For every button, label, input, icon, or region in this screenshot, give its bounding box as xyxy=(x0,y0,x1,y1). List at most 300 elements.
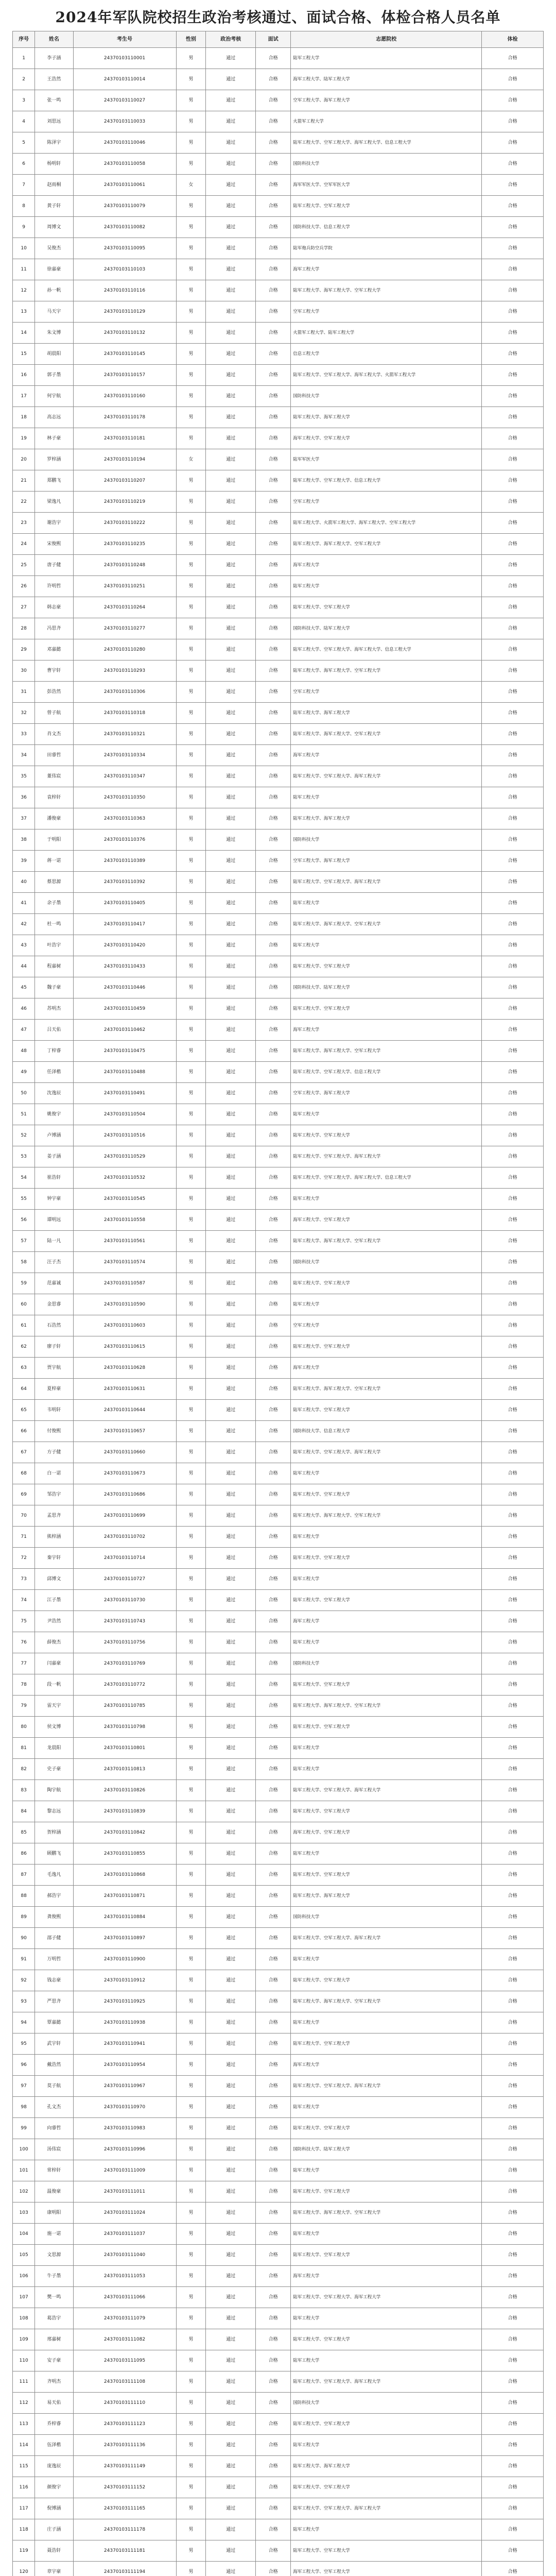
cell-exam-id: 24370103111110 xyxy=(73,2393,176,2414)
cell-gender: 男 xyxy=(176,1484,206,1505)
cell-name: 吕天佑 xyxy=(35,1020,73,1041)
cell-medical: 合格 xyxy=(482,1738,544,1759)
cell-exam-id: 24370103110046 xyxy=(73,132,176,154)
cell-interview: 合格 xyxy=(256,323,291,344)
cell-exam-id: 24370103110207 xyxy=(73,470,176,492)
cell-index: 31 xyxy=(13,682,35,703)
cell-exam-id: 24370103110868 xyxy=(73,1865,176,1886)
cell-name: 孔文杰 xyxy=(35,2097,73,2118)
cell-political-check: 通过 xyxy=(206,2562,256,2576)
table-row xyxy=(13,2076,544,2097)
cell-index: 43 xyxy=(13,935,35,956)
cell-political-check: 通过 xyxy=(206,893,256,914)
cell-name: 廖子轩 xyxy=(35,1336,73,1358)
cell-interview: 合格 xyxy=(256,639,291,660)
cell-exam-id: 24370103110970 xyxy=(73,2097,176,2118)
cell-exam-id: 24370103111181 xyxy=(73,2540,176,2562)
cell-medical: 合格 xyxy=(482,1442,544,1463)
cell-political-check: 通过 xyxy=(206,1189,256,1210)
cell-interview: 合格 xyxy=(256,914,291,935)
cell-index: 59 xyxy=(13,1273,35,1294)
cell-exam-id: 24370103111011 xyxy=(73,2181,176,2202)
table-row xyxy=(13,1379,544,1400)
cell-political-check: 通过 xyxy=(206,872,256,893)
cell-exam-id: 24370103110459 xyxy=(73,998,176,1020)
cell-index: 35 xyxy=(13,766,35,787)
cell-schools: 陆军工程大学、海军工程大学、空军工程大学 xyxy=(291,280,482,301)
cell-exam-id: 24370103110433 xyxy=(73,956,176,977)
cell-name: 聂浩轩 xyxy=(35,2540,73,2562)
cell-exam-id: 24370103110785 xyxy=(73,1696,176,1717)
cell-name: 曾子航 xyxy=(35,703,73,724)
cell-name: 邓嘉懿 xyxy=(35,639,73,660)
cell-political-check: 通过 xyxy=(206,787,256,808)
cell-political-check: 通过 xyxy=(206,238,256,259)
cell-exam-id: 24370103110347 xyxy=(73,766,176,787)
cell-name: 谭明远 xyxy=(35,1210,73,1231)
cell-index: 66 xyxy=(13,1421,35,1442)
cell-gender: 男 xyxy=(176,259,206,280)
cell-index: 21 xyxy=(13,470,35,492)
cell-political-check: 通过 xyxy=(206,301,256,323)
cell-gender: 男 xyxy=(176,1717,206,1738)
cell-schools: 陆军工程大学、空军工程大学 xyxy=(291,2477,482,2498)
cell-index: 18 xyxy=(13,407,35,428)
cell-political-check: 通过 xyxy=(206,2498,256,2519)
cell-exam-id: 24370103110061 xyxy=(73,175,176,196)
cell-index: 89 xyxy=(13,1907,35,1928)
cell-interview: 合格 xyxy=(256,703,291,724)
cell-name: 黎志远 xyxy=(35,1801,73,1822)
cell-index: 15 xyxy=(13,344,35,365)
cell-interview: 合格 xyxy=(256,1991,291,2012)
cell-name: 严思齐 xyxy=(35,1991,73,2012)
cell-gender: 男 xyxy=(176,69,206,90)
cell-schools: 国防科技大学 xyxy=(291,1653,482,1674)
table-row xyxy=(13,1569,544,1590)
table-row xyxy=(13,851,544,872)
cell-interview: 合格 xyxy=(256,1442,291,1463)
cell-exam-id: 24370103111165 xyxy=(73,2498,176,2519)
table-row xyxy=(13,301,544,323)
table-row xyxy=(13,2266,544,2287)
cell-schools: 海军军医大学、空军军医大学 xyxy=(291,175,482,196)
cell-index: 115 xyxy=(13,2456,35,2477)
table-row xyxy=(13,1463,544,1484)
cell-gender: 男 xyxy=(176,1928,206,1949)
cell-schools: 陆军工程大学、空军工程大学 xyxy=(291,1400,482,1421)
cell-political-check: 通过 xyxy=(206,2097,256,2118)
cell-schools: 陆军工程大学、海军工程大学 xyxy=(291,703,482,724)
cell-political-check: 通过 xyxy=(206,132,256,154)
table-row xyxy=(13,1865,544,1886)
cell-political-check: 通过 xyxy=(206,2287,256,2308)
cell-schools: 陆军工程大学、空军工程大学 xyxy=(291,1717,482,1738)
cell-exam-id: 24370103110103 xyxy=(73,259,176,280)
cell-exam-id: 24370103110516 xyxy=(73,1125,176,1146)
cell-exam-id: 24370103110334 xyxy=(73,745,176,766)
cell-political-check: 通过 xyxy=(206,1632,256,1653)
cell-exam-id: 24370103110900 xyxy=(73,1949,176,1970)
cell-medical: 合格 xyxy=(482,1674,544,1696)
cell-exam-id: 24370103110420 xyxy=(73,935,176,956)
cell-schools: 陆军工程大学、海军工程大学 xyxy=(291,407,482,428)
cell-political-check: 通过 xyxy=(206,977,256,998)
cell-name: 罗梓涵 xyxy=(35,449,73,470)
cell-political-check: 通过 xyxy=(206,1336,256,1358)
cell-name: 张一鸣 xyxy=(35,90,73,111)
cell-index: 40 xyxy=(13,872,35,893)
cell-name: 梁逸凡 xyxy=(35,492,73,513)
cell-medical: 合格 xyxy=(482,829,544,851)
cell-gender: 男 xyxy=(176,2308,206,2329)
table-row xyxy=(13,69,544,90)
cell-schools: 空军工程大学、海军工程大学 xyxy=(291,1083,482,1104)
cell-index: 85 xyxy=(13,1822,35,1843)
cell-exam-id: 24370103110897 xyxy=(73,1928,176,1949)
cell-gender: 男 xyxy=(176,48,206,69)
cell-schools: 陆军工程大学 xyxy=(291,1527,482,1548)
cell-interview: 合格 xyxy=(256,1210,291,1231)
cell-name: 韦明轩 xyxy=(35,1400,73,1421)
cell-gender: 男 xyxy=(176,639,206,660)
cell-gender: 男 xyxy=(176,1315,206,1336)
cell-schools: 海军工程大学、空军工程大学 xyxy=(291,2562,482,2576)
cell-schools: 陆军工程大学、海军工程大学、空军工程大学 xyxy=(291,1505,482,1527)
column-header: 性别 xyxy=(176,31,206,48)
cell-exam-id: 24370103110475 xyxy=(73,1041,176,1062)
cell-index: 58 xyxy=(13,1252,35,1273)
cell-schools: 陆军工程大学、空军工程大学、海军工程大学、火箭军工程大学 xyxy=(291,365,482,386)
cell-schools: 国防科技大学 xyxy=(291,154,482,175)
cell-index: 51 xyxy=(13,1104,35,1125)
cell-schools: 陆军工程大学、海军工程大学、空军工程大学 xyxy=(291,1379,482,1400)
cell-political-check: 通过 xyxy=(206,1421,256,1442)
cell-exam-id: 24370103110160 xyxy=(73,386,176,407)
cell-interview: 合格 xyxy=(256,682,291,703)
cell-name: 倪博涵 xyxy=(35,2498,73,2519)
cell-interview: 合格 xyxy=(256,280,291,301)
cell-interview: 合格 xyxy=(256,1632,291,1653)
cell-schools: 陆军工程大学 xyxy=(291,935,482,956)
cell-schools: 陆军工程大学、空军工程大学、海军工程大学、信息工程大学 xyxy=(291,132,482,154)
cell-political-check: 通过 xyxy=(206,639,256,660)
cell-gender: 男 xyxy=(176,1548,206,1569)
cell-political-check: 通过 xyxy=(206,2329,256,2350)
cell-interview: 合格 xyxy=(256,69,291,90)
table-row xyxy=(13,998,544,1020)
cell-name: 邢嘉树 xyxy=(35,2329,73,2350)
column-header: 考生号 xyxy=(73,31,176,48)
cell-index: 101 xyxy=(13,2160,35,2181)
cell-name: 钟宇豪 xyxy=(35,1189,73,1210)
cell-index: 74 xyxy=(13,1590,35,1611)
cell-gender: 男 xyxy=(176,2540,206,2562)
table-row xyxy=(13,1252,544,1273)
cell-exam-id: 24370103110590 xyxy=(73,1294,176,1315)
cell-medical: 合格 xyxy=(482,2329,544,2350)
cell-index: 27 xyxy=(13,597,35,618)
cell-gender: 男 xyxy=(176,1041,206,1062)
cell-schools: 陆军工程大学、空军工程大学 xyxy=(291,1125,482,1146)
cell-exam-id: 24370103110235 xyxy=(73,534,176,555)
cell-gender: 男 xyxy=(176,1020,206,1041)
cell-gender: 男 xyxy=(176,914,206,935)
column-header: 序号 xyxy=(13,31,35,48)
cell-index: 102 xyxy=(13,2181,35,2202)
cell-political-check: 通过 xyxy=(206,1970,256,1991)
cell-medical: 合格 xyxy=(482,872,544,893)
cell-index: 77 xyxy=(13,1653,35,1674)
cell-index: 52 xyxy=(13,1125,35,1146)
cell-political-check: 通过 xyxy=(206,323,256,344)
cell-gender: 男 xyxy=(176,2097,206,2118)
page-title: 2024年军队院校招生政治考核通过、面试合格、体检合格人员名单 xyxy=(55,9,501,26)
cell-political-check: 通过 xyxy=(206,2224,256,2245)
cell-medical: 合格 xyxy=(482,1569,544,1590)
cell-medical: 合格 xyxy=(482,1400,544,1421)
cell-political-check: 通过 xyxy=(206,1146,256,1167)
cell-medical: 合格 xyxy=(482,175,544,196)
cell-medical: 合格 xyxy=(482,1167,544,1189)
roster-table xyxy=(12,31,544,2576)
cell-medical: 合格 xyxy=(482,1062,544,1083)
cell-exam-id: 24370103110727 xyxy=(73,1569,176,1590)
cell-gender: 男 xyxy=(176,2033,206,2055)
cell-gender: 男 xyxy=(176,132,206,154)
cell-political-check: 通过 xyxy=(206,2202,256,2224)
table-row xyxy=(13,90,544,111)
cell-interview: 合格 xyxy=(256,1336,291,1358)
cell-exam-id: 24370103110529 xyxy=(73,1146,176,1167)
cell-medical: 合格 xyxy=(482,1252,544,1273)
cell-medical: 合格 xyxy=(482,1358,544,1379)
cell-gender: 男 xyxy=(176,2371,206,2393)
cell-interview: 合格 xyxy=(256,1569,291,1590)
cell-interview: 合格 xyxy=(256,808,291,829)
cell-interview: 合格 xyxy=(256,872,291,893)
cell-schools: 陆军工程大学 xyxy=(291,1632,482,1653)
cell-gender: 男 xyxy=(176,1104,206,1125)
cell-index: 47 xyxy=(13,1020,35,1041)
cell-schools: 陆军工程大学、空军工程大学 xyxy=(291,2118,482,2139)
cell-political-check: 通过 xyxy=(206,48,256,69)
cell-index: 92 xyxy=(13,1970,35,1991)
cell-political-check: 通过 xyxy=(206,1590,256,1611)
cell-medical: 合格 xyxy=(482,1020,544,1041)
cell-political-check: 通过 xyxy=(206,1801,256,1822)
cell-schools: 空军工程大学 xyxy=(291,682,482,703)
cell-interview: 合格 xyxy=(256,534,291,555)
cell-political-check: 通过 xyxy=(206,2371,256,2393)
cell-interview: 合格 xyxy=(256,977,291,998)
cell-schools: 陆军工程大学、空军工程大学 xyxy=(291,1590,482,1611)
cell-interview: 合格 xyxy=(256,1696,291,1717)
cell-exam-id: 24370103110574 xyxy=(73,1252,176,1273)
cell-political-check: 通过 xyxy=(206,1738,256,1759)
cell-interview: 合格 xyxy=(256,2329,291,2350)
cell-exam-id: 24370103110504 xyxy=(73,1104,176,1125)
cell-exam-id: 24370103110855 xyxy=(73,1843,176,1865)
cell-schools: 陆军工程大学、空军工程大学、海军工程大学 xyxy=(291,1442,482,1463)
cell-index: 91 xyxy=(13,1949,35,1970)
cell-name: 林子豪 xyxy=(35,428,73,449)
cell-exam-id: 24370103110462 xyxy=(73,1020,176,1041)
cell-interview: 合格 xyxy=(256,1548,291,1569)
cell-medical: 合格 xyxy=(482,851,544,872)
cell-gender: 男 xyxy=(176,1442,206,1463)
table-row xyxy=(13,1949,544,1970)
cell-schools: 海军工程大学 xyxy=(291,1611,482,1632)
cell-exam-id: 24370103110702 xyxy=(73,1527,176,1548)
cell-interview: 合格 xyxy=(256,1801,291,1822)
cell-interview: 合格 xyxy=(256,111,291,132)
table-row xyxy=(13,1970,544,1991)
cell-medical: 合格 xyxy=(482,1653,544,1674)
cell-political-check: 通过 xyxy=(206,1886,256,1907)
cell-index: 118 xyxy=(13,2519,35,2540)
cell-political-check: 通过 xyxy=(206,1252,256,1273)
cell-medical: 合格 xyxy=(482,1379,544,1400)
cell-interview: 合格 xyxy=(256,1167,291,1189)
cell-schools: 陆军工程大学、海军工程大学、空军工程大学 xyxy=(291,2202,482,2224)
cell-name: 石浩然 xyxy=(35,1315,73,1336)
cell-exam-id: 24370103110615 xyxy=(73,1336,176,1358)
cell-gender: 男 xyxy=(176,1189,206,1210)
cell-interview: 合格 xyxy=(256,2393,291,2414)
table-row xyxy=(13,2414,544,2435)
cell-gender: 男 xyxy=(176,893,206,914)
cell-schools: 陆军工程大学、空军工程大学、海军工程大学 xyxy=(291,2287,482,2308)
cell-interview: 合格 xyxy=(256,2435,291,2456)
cell-index: 38 xyxy=(13,829,35,851)
cell-name: 范嘉诚 xyxy=(35,1273,73,1294)
cell-political-check: 通过 xyxy=(206,2033,256,2055)
cell-gender: 男 xyxy=(176,2456,206,2477)
cell-exam-id: 24370103110587 xyxy=(73,1273,176,1294)
cell-exam-id: 24370103110116 xyxy=(73,280,176,301)
cell-name: 田睿哲 xyxy=(35,745,73,766)
table-row xyxy=(13,217,544,238)
table-row xyxy=(13,2498,544,2519)
cell-medical: 合格 xyxy=(482,280,544,301)
cell-political-check: 通过 xyxy=(206,1463,256,1484)
cell-political-check: 通过 xyxy=(206,618,256,639)
cell-interview: 合格 xyxy=(256,2055,291,2076)
cell-name: 何宇航 xyxy=(35,386,73,407)
table-row xyxy=(13,682,544,703)
cell-index: 76 xyxy=(13,1632,35,1653)
cell-name: 任泽楷 xyxy=(35,1062,73,1083)
table-row xyxy=(13,1125,544,1146)
cell-interview: 合格 xyxy=(256,2562,291,2576)
cell-schools: 陆军工程大学、空军工程大学 xyxy=(291,1674,482,1696)
table-row xyxy=(13,344,544,365)
table-row xyxy=(13,132,544,154)
cell-schools: 陆军工程大学、空军工程大学 xyxy=(291,597,482,618)
cell-gender: 男 xyxy=(176,682,206,703)
cell-index: 33 xyxy=(13,724,35,745)
cell-gender: 男 xyxy=(176,1358,206,1379)
cell-schools: 海军工程大学、空军工程大学 xyxy=(291,1822,482,1843)
cell-name: 董伟宸 xyxy=(35,766,73,787)
cell-interview: 合格 xyxy=(256,935,291,956)
cell-exam-id: 24370103111149 xyxy=(73,2456,176,2477)
cell-index: 120 xyxy=(13,2562,35,2576)
cell-medical: 合格 xyxy=(482,724,544,745)
table-row xyxy=(13,1611,544,1632)
cell-name: 文思源 xyxy=(35,2245,73,2266)
table-row xyxy=(13,2562,544,2576)
cell-index: 30 xyxy=(13,660,35,682)
cell-exam-id: 24370103110014 xyxy=(73,69,176,90)
cell-interview: 合格 xyxy=(256,1970,291,1991)
table-row xyxy=(13,1907,544,1928)
cell-schools: 陆军工程大学、海军工程大学、空军工程大学 xyxy=(291,724,482,745)
cell-gender: 男 xyxy=(176,1780,206,1801)
table-row xyxy=(13,1146,544,1167)
cell-schools: 陆军工程大学、空军工程大学、海军工程大学、信息工程大学 xyxy=(291,1167,482,1189)
cell-interview: 合格 xyxy=(256,1146,291,1167)
cell-gender: 男 xyxy=(176,2435,206,2456)
cell-political-check: 通过 xyxy=(206,1822,256,1843)
cell-exam-id: 24370103110941 xyxy=(73,2033,176,2055)
cell-name: 熊梓涵 xyxy=(35,1527,73,1548)
cell-medical: 合格 xyxy=(482,90,544,111)
cell-gender: 男 xyxy=(176,2202,206,2224)
cell-schools: 陆军工程大学、海军工程大学、空军工程大学 xyxy=(291,1041,482,1062)
cell-interview: 合格 xyxy=(256,238,291,259)
cell-interview: 合格 xyxy=(256,1463,291,1484)
cell-index: 107 xyxy=(13,2287,35,2308)
cell-exam-id: 24370103110871 xyxy=(73,1886,176,1907)
cell-exam-id: 24370103110801 xyxy=(73,1738,176,1759)
cell-gender: 男 xyxy=(176,2329,206,2350)
cell-index: 79 xyxy=(13,1696,35,1717)
cell-schools: 陆军工程大学、空军工程大学、信息工程大学 xyxy=(291,470,482,492)
cell-medical: 合格 xyxy=(482,660,544,682)
cell-political-check: 通过 xyxy=(206,2308,256,2329)
table-row xyxy=(13,280,544,301)
table-row xyxy=(13,829,544,851)
cell-schools: 陆军工程大学 xyxy=(291,1104,482,1125)
table-row xyxy=(13,1273,544,1294)
cell-gender: 男 xyxy=(176,2266,206,2287)
cell-exam-id: 24370103110743 xyxy=(73,1611,176,1632)
cell-index: 88 xyxy=(13,1886,35,1907)
cell-gender: 男 xyxy=(176,1083,206,1104)
cell-index: 67 xyxy=(13,1442,35,1463)
cell-name: 温俊豪 xyxy=(35,2181,73,2202)
cell-schools: 陆军军医大学 xyxy=(291,449,482,470)
cell-gender: 男 xyxy=(176,1231,206,1252)
cell-name: 孙一帆 xyxy=(35,280,73,301)
cell-medical: 合格 xyxy=(482,2562,544,2576)
table-row xyxy=(13,2519,544,2540)
cell-medical: 合格 xyxy=(482,1696,544,1717)
table-row xyxy=(13,1653,544,1674)
cell-index: 111 xyxy=(13,2371,35,2393)
cell-index: 116 xyxy=(13,2477,35,2498)
cell-exam-id: 24370103110798 xyxy=(73,1717,176,1738)
cell-exam-id: 24370103111095 xyxy=(73,2350,176,2371)
table-row xyxy=(13,914,544,935)
cell-schools: 海军工程大学 xyxy=(291,1020,482,1041)
cell-name: 袁梓轩 xyxy=(35,787,73,808)
cell-interview: 合格 xyxy=(256,407,291,428)
table-row xyxy=(13,2308,544,2329)
cell-index: 9 xyxy=(13,217,35,238)
